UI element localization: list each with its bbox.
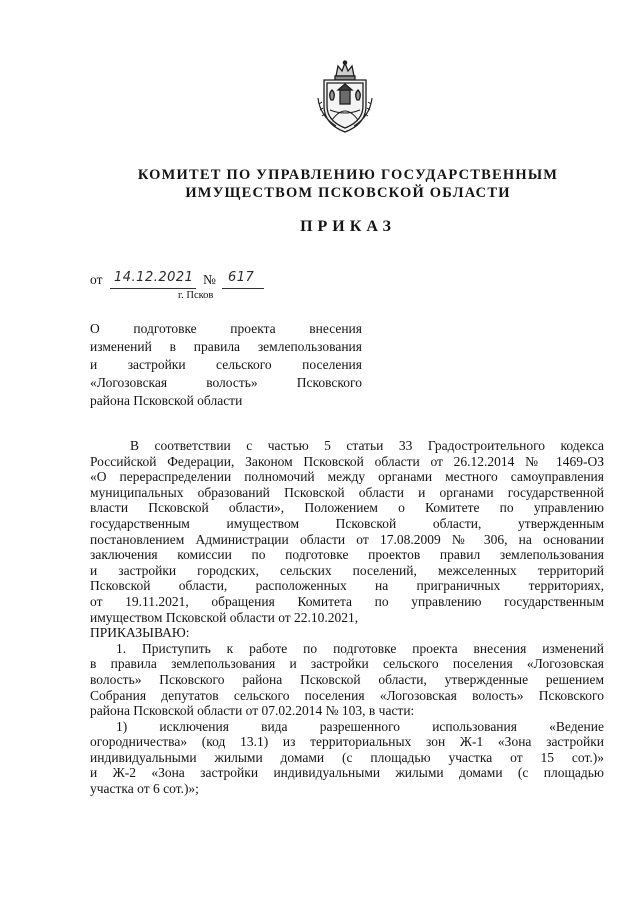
number-underline [222, 288, 264, 289]
city-label: г. Псков [178, 290, 214, 301]
body-line: власти Псковской области», Положением о Комитете по управлению [90, 500, 604, 516]
subject-line: района Псковской области [90, 393, 243, 408]
body-line: постановлением Администрации области от 17.08.2009 № 306, на основании [90, 531, 604, 547]
date-prefix: от [90, 272, 103, 287]
number-prefix: № [203, 272, 216, 287]
order-number: 617 [228, 270, 255, 285]
body-line: Псковской области, расположенных на приграничных территориях, [90, 578, 604, 594]
order-subject [90, 320, 362, 410]
body-line: и Ж-2 «Зона застройки индивидуальными жилыми домами (с площадью [90, 765, 604, 781]
subject-line: «Логозовская волость» Псковского [90, 375, 362, 390]
body-line: Российской Федерации, Законом Псковской области от 26.12.2014 № 1469-ОЗ [90, 453, 604, 469]
order-directive: ПРИКАЗЫВАЮ: [90, 625, 190, 641]
org-title-line1: КОМИТЕТ ПО УПРАВЛЕНИЮ ГОСУДАРСТВЕННЫМ [137, 167, 559, 183]
body-line: заключения комиссии по подготовке проектов правил землепользования [90, 547, 604, 563]
body-line: муниципальных образований Псковской области и органами государственной [90, 484, 604, 500]
order-body [90, 438, 604, 797]
subject-line: О подготовке проекта внесения [90, 321, 362, 336]
order-date: 14.12.2021 [114, 270, 194, 285]
coat-of-arms-emblem [316, 60, 374, 134]
body-line: «О перераспределении полномочий между органами местного самоуправления [90, 469, 604, 485]
body-line: 1) исключения вида разрешенного использования «Ведение [116, 718, 604, 734]
body-line: имуществом Псковской области от 22.10.2021, [90, 609, 359, 625]
body-line: волость» Псковского района Псковской области, утвержденные решением [90, 671, 604, 687]
body-line: в правила землепользования и застройки сельского поселения «Логозовская [90, 656, 604, 672]
body-line: и застройки городских, сельских поселений, межселенных территорий [90, 562, 604, 578]
body-line: 1. Приступить к работе по подготовке проекта внесения изменений [116, 640, 604, 656]
body-line: В соответствии с частью 5 статьи 33 Градостроительного кодекса [130, 438, 604, 453]
body-line: от 19.11.2021, обращения Комитета по управлению государственным [90, 593, 604, 609]
body-line: огородничества» (код 13.1) из территориальных зон Ж-1 «Зона застройки [90, 734, 604, 750]
subject-line: и застройки сельского поселения [90, 357, 362, 372]
subject-line: изменений в правила землепользования [90, 339, 362, 354]
body-line: индивидуальными жилыми домами (с площадью участка от 15 сот.)» [90, 749, 604, 765]
document-type-title: ПРИКАЗ [300, 218, 396, 235]
body-line: района Псковской области от 07.02.2014 № 103, в части: [90, 703, 415, 719]
body-line: государственным имуществом Псковской области, утвержденным [90, 515, 604, 531]
body-line: Собрания депутатов сельского поселения «Логозовская волость» Псковского [90, 687, 604, 703]
org-title-line2: ИМУЩЕСТВОМ ПСКОВСКОЙ ОБЛАСТИ [185, 185, 511, 201]
body-line: участка от 6 сот.)»; [90, 781, 199, 797]
date-underline [110, 288, 196, 289]
